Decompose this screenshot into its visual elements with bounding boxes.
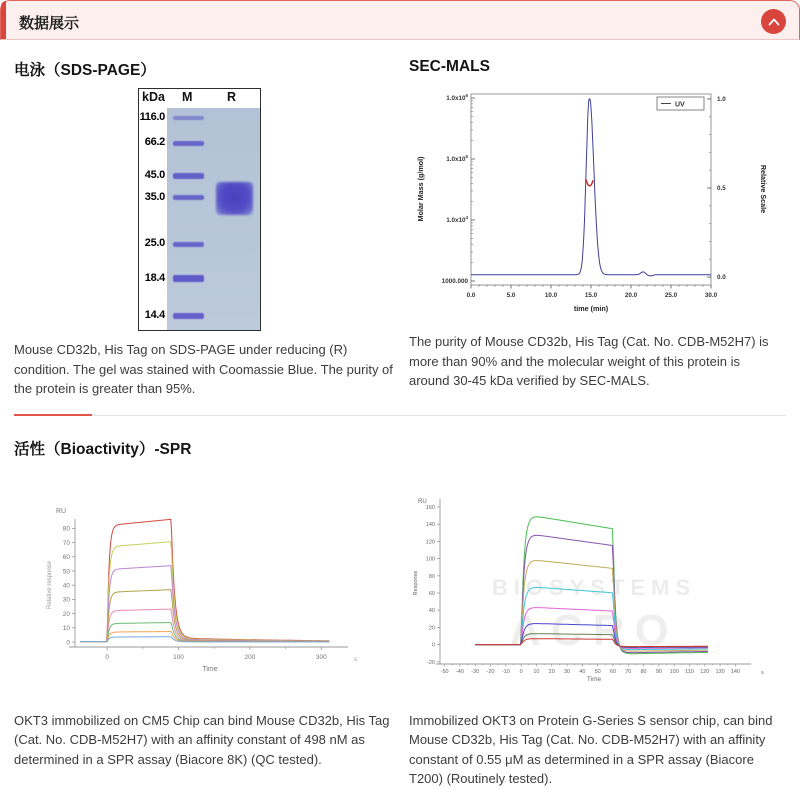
svg-text:-20: -20 [486,668,495,675]
svg-text:70: 70 [625,668,632,675]
sec-mals-svg [409,84,771,318]
spr-right-panel [402,467,786,789]
svg-text:5.0: 5.0 [506,292,516,299]
svg-text:25.0: 25.0 [664,292,678,299]
gel-sample-band [216,182,253,215]
svg-text:0: 0 [66,638,70,646]
gel-marker-band [173,313,204,319]
svg-text:200: 200 [244,653,256,661]
gel-marker-band [173,173,204,179]
svg-text:10.0: 10.0 [544,292,558,299]
sds-page-heading: 电泳（SDS-PAGE） [14,62,156,79]
svg-text:Response: Response [413,570,419,595]
svg-text:0: 0 [431,642,435,649]
card-content [0,40,800,789]
top-row [14,40,786,399]
spr-chart-biacore-8k [40,499,402,685]
gel-ladder-label: 25.0 [144,237,165,250]
svg-text:Time: Time [202,665,218,673]
gel-ladder-label: 18.4 [144,271,165,284]
gel-unit-label: kDa [142,90,165,104]
gel-marker-band [173,195,204,200]
svg-text:300: 300 [315,653,327,661]
svg-text:60: 60 [428,590,435,597]
section-divider [14,415,786,417]
svg-text:40: 40 [579,668,586,675]
svg-text:1000.000: 1000.000 [441,278,468,286]
gel-ladder-label: 45.0 [144,168,165,181]
svg-text:s: s [354,656,357,663]
sds-page-panel [14,40,402,399]
svg-text:-10: -10 [501,668,510,675]
chevron-up-icon [768,18,780,26]
svg-text:70: 70 [62,539,70,547]
svg-text:20: 20 [428,624,435,631]
header-accent-bar [1,1,6,39]
sds-page-gel-figure [138,88,261,331]
spr-chart-biacore-t200 [409,491,786,687]
svg-text:ACRO: ACRO [509,605,679,655]
svg-text:time (min): time (min) [573,304,609,313]
spr-t200-svg [409,491,771,687]
svg-text:80: 80 [640,668,647,675]
page-title: 数据展示 [19,15,80,32]
gel-ladder-label: 35.0 [144,190,165,203]
spr-right-caption: Immobilized OKT3 on Protein G-Series S sensor chip, can bind Mouse CD32b, His Tag (Cat. No. CDB-M52H7) with an affinity constant of 0.55 μM as determined in a SPR assay (Biacore T200) (Routinely tested). [409,712,773,786]
gel-marker-band [173,242,204,247]
svg-text:0: 0 [519,668,523,675]
svg-text:BIOSYSTEMS: BIOSYSTEMS [491,574,697,600]
svg-text:1.0: 1.0 [717,96,726,104]
svg-text:Time: Time [586,675,602,683]
svg-text:90: 90 [655,668,662,675]
gel-lane-m-label: M [182,90,193,104]
sds-page-caption: Mouse CD32b, His Tag on SDS-PAGE under reducing (R) condition. The gel was stained with Coomassie Blue. The purity of the protein is greater than 95%. [14,342,393,396]
gel-lane-r-label: R [227,90,237,104]
sec-mals-panel [402,40,786,399]
svg-text:1.0x104: $1.0x10^4$ [446,215,468,225]
svg-text:10: 10 [533,668,540,675]
spr-row [14,467,786,789]
svg-text:40: 40 [62,582,70,589]
svg-text:140: 140 [425,521,435,528]
svg-text:RU: RU [418,498,427,505]
gel-marker-band [173,141,204,146]
section-header [0,0,800,40]
gel-ladder-label: 14.4 [144,309,165,321]
svg-text:100: 100 [669,668,679,675]
svg-text:Relative Scale: Relative Scale [759,164,768,214]
svg-text:140: 140 [730,668,741,675]
spr-8k-svg [40,499,372,685]
svg-text:30.0: 30.0 [704,292,718,299]
svg-text:20: 20 [548,668,555,675]
svg-text:UV: UV [675,101,685,109]
svg-text:30: 30 [62,596,70,604]
svg-text:Relative response: Relative response [47,560,53,609]
svg-text:80: 80 [428,573,435,580]
svg-text:-40: -40 [455,668,464,675]
svg-text:1.0x106: $1.0x10^6$ [446,93,468,103]
svg-text:s: s [761,669,764,676]
svg-text:Molar Mass (g/mol): Molar Mass (g/mol) [416,156,425,222]
svg-text:1.0x105: $1.0x10^5$ [446,154,468,164]
sec-mals-chart [409,84,786,318]
divider-red-segment [14,414,92,416]
gel-ladder-label: 66.2 [144,136,165,149]
divider-line [14,415,786,416]
svg-text:-20: -20 [427,659,435,666]
svg-text:50: 50 [62,567,70,575]
svg-text:160: 160 [425,504,435,511]
svg-text:20: 20 [62,610,70,618]
svg-text:120: 120 [700,668,710,675]
svg-text:110: 110 [685,668,694,675]
sec-mals-caption: The purity of Mouse CD32b, His Tag (Cat. No. CDB-M52H7) is more than 90% and the molecular weight of this protein is around 30-45 kDa verified by SEC-MALS. [409,334,769,388]
sec-mals-heading: SEC-MALS [409,58,490,75]
spr-left-caption: OKT3 immobilized on CM5 Chip can bind Mouse CD32b, His Tag (Cat. No. CDB-M52H7) with an affinity constant of 498 nM as determined in a SPR assay (Biacore 8K) (QC tested). [14,712,390,767]
svg-text:0: 0 [105,653,109,661]
svg-text:120: 120 [425,538,435,545]
svg-text:50: 50 [594,668,601,675]
svg-text:RU: RU [56,507,67,515]
gel-marker-band [173,275,204,282]
svg-text:0.0: 0.0 [717,274,726,282]
svg-text:100: 100 [425,556,435,563]
svg-text:-30: -30 [471,668,480,675]
svg-text:40: 40 [428,607,435,614]
svg-text:0.0: 0.0 [466,292,476,299]
svg-text:130: 130 [715,668,725,675]
spr-left-panel [14,467,402,789]
svg-text:10: 10 [62,624,70,632]
svg-text:15.0: 15.0 [584,292,598,299]
svg-text:0.5: 0.5 [717,185,726,193]
gel-ladder-label: 116.0 [139,110,165,123]
svg-text:80: 80 [62,525,70,533]
gel-marker-band [173,116,204,120]
svg-text:60: 60 [609,668,617,675]
svg-text:30: 30 [563,668,571,675]
bioactivity-heading: 活性（Bioactivity）-SPR [14,440,192,458]
svg-text:20.0: 20.0 [624,292,638,299]
svg-text:60: 60 [62,553,70,561]
svg-text:-50: -50 [440,668,449,675]
collapse-button[interactable] [761,9,786,34]
svg-text:100: 100 [173,653,184,661]
